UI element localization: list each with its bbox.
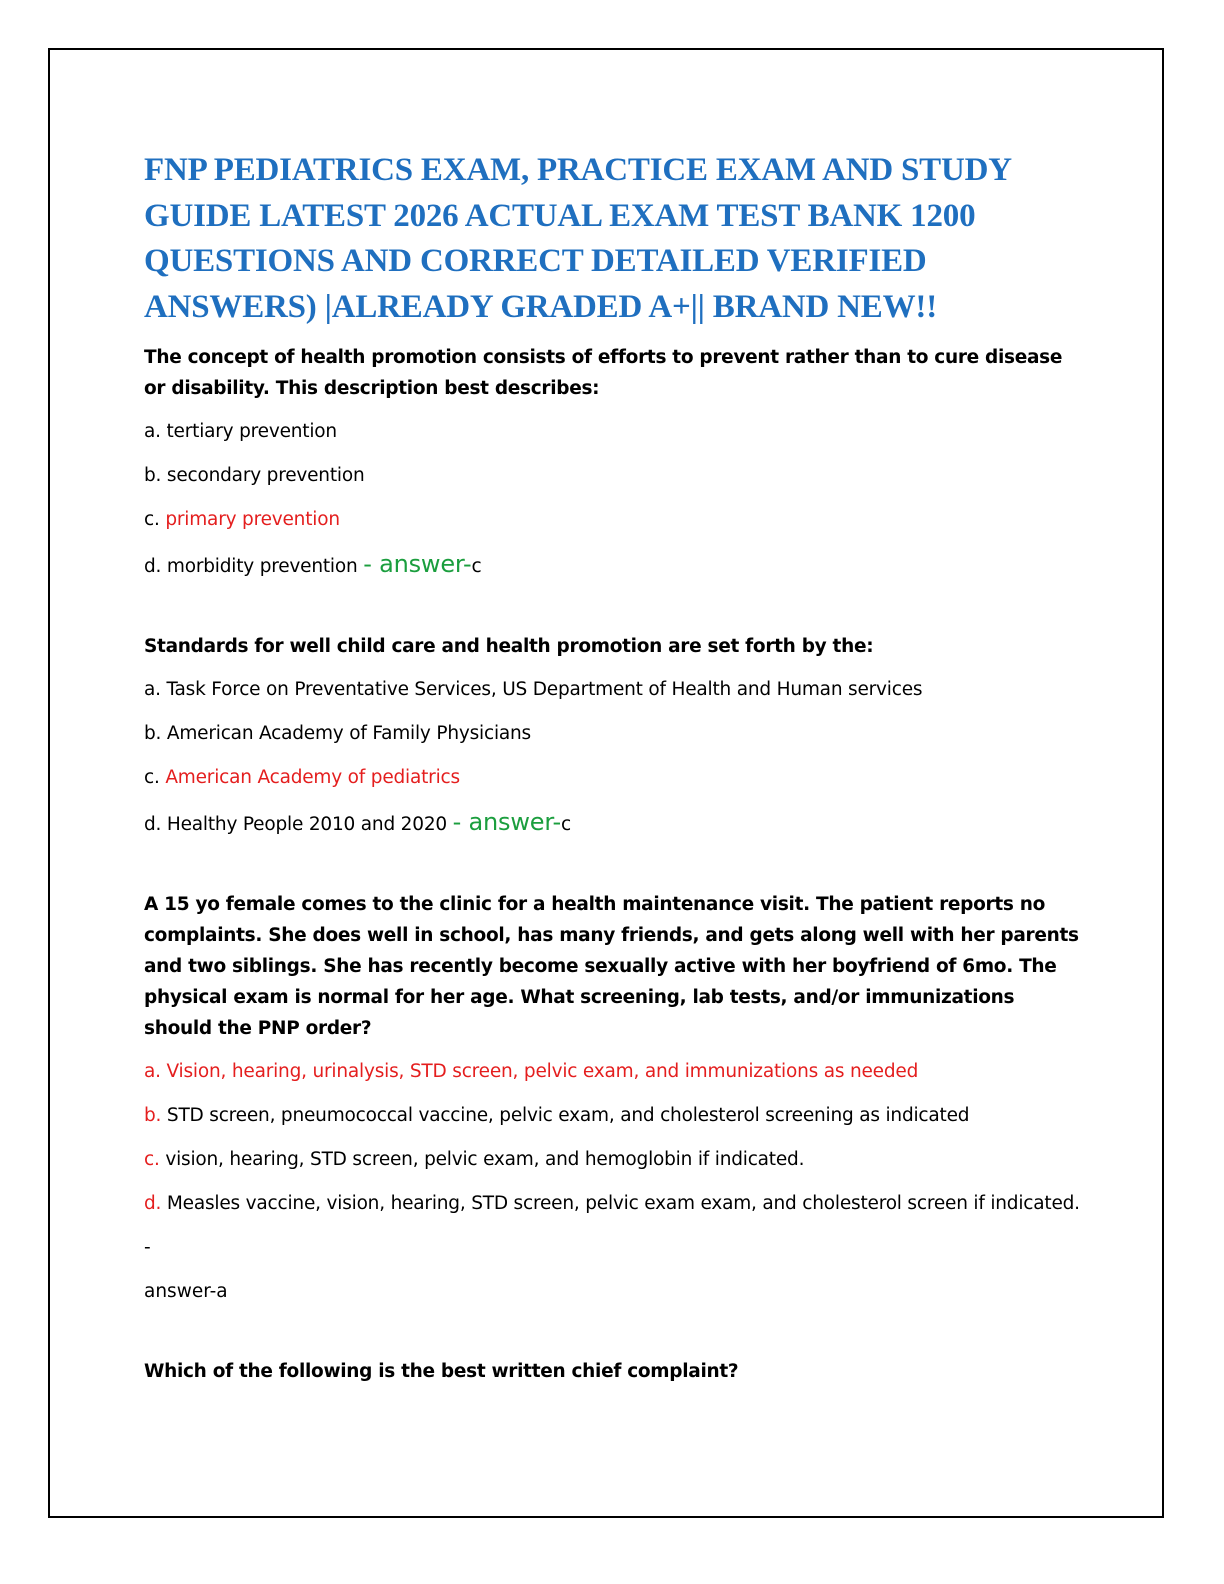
- option-prefix: b.: [144, 1105, 167, 1126]
- option-text: STD screen, pneumococcal vaccine, pelvic exam, and cholesterol screening as indicated: [166, 1105, 970, 1126]
- answer-marker: - answer-: [363, 550, 472, 578]
- question-text: Standards for well child care and health promotion are set forth by the:: [144, 636, 874, 657]
- option-prefix: a.: [144, 679, 167, 700]
- option-b: [144, 454, 1084, 498]
- question-block-2: [144, 631, 1084, 847]
- option-a: [144, 1050, 1084, 1094]
- option-text: secondary prevention: [166, 465, 365, 486]
- option-text-correct: primary prevention: [165, 509, 340, 530]
- question-text: The concept of health promotion consists of efforts to prevent rather than to cure disease or disability. This description best describes:: [144, 347, 1063, 399]
- option-a: [144, 410, 1084, 454]
- option-text-correct: American Academy of pediatrics: [165, 767, 460, 788]
- question-block-4: [144, 1356, 1084, 1387]
- option-text: Healthy People 2010 and 2020: [166, 814, 453, 835]
- option-b: [144, 712, 1084, 756]
- answer-line: answer-a: [144, 1281, 228, 1302]
- option-prefix: c.: [144, 767, 166, 788]
- answer-marker: - answer-: [452, 808, 561, 836]
- document-body: [144, 148, 1084, 1429]
- question-text: Which of the following is the best written chief complaint?: [144, 1361, 739, 1382]
- option-prefix: a.: [144, 1061, 167, 1082]
- option-prefix: c.: [144, 509, 166, 530]
- question-block-3: [144, 889, 1084, 1314]
- option-d: [144, 542, 1084, 589]
- option-prefix: c.: [144, 1149, 166, 1170]
- option-c: [144, 1138, 1084, 1182]
- answer-value: c: [560, 814, 571, 835]
- option-text: American Academy of Family Physicians: [166, 723, 531, 744]
- option-text: Measles vaccine, vision, hearing, STD screen, pelvic exam exam, and cholesterol screen if indicated. -: [144, 1193, 1080, 1258]
- option-a: [144, 668, 1084, 712]
- option-text-correct: Vision, hearing, urinalysis, STD screen, pelvic exam, and immunizations as needed: [166, 1061, 919, 1082]
- option-text: tertiary prevention: [166, 421, 337, 442]
- option-b: [144, 1094, 1084, 1138]
- option-c: [144, 498, 1084, 542]
- option-prefix: d.: [144, 556, 167, 577]
- option-prefix: a.: [144, 421, 167, 442]
- option-prefix: b.: [144, 465, 167, 486]
- option-text: morbidity prevention: [166, 556, 364, 577]
- option-prefix: d.: [144, 814, 167, 835]
- option-c: [144, 756, 1084, 800]
- question-block-1: [144, 342, 1084, 589]
- option-prefix: b.: [144, 723, 167, 744]
- answer-value: c: [471, 556, 482, 577]
- option-prefix: d.: [144, 1193, 167, 1214]
- option-d: [144, 800, 1084, 847]
- option-d: [144, 1182, 1084, 1270]
- document-title: FNP PEDIATRICS EXAM, PRACTICE EXAM AND STUDY GUIDE LATEST 2026 ACTUAL EXAM TEST BANK 1200 QUESTIONS AND CORRECT DETAILED VERIFIED ANSWERS) |ALREADY GRADED A+|| BRAND NEW!!: [144, 152, 1011, 325]
- option-text: vision, hearing, STD screen, pelvic exam, and hemoglobin if indicated.: [165, 1149, 805, 1170]
- question-text: A 15 yo female comes to the clinic for a health maintenance visit. The patient reports no complaints. She does well in school, has many friends, and gets along well with her parents and two siblings. She has recently become sexually active with her boyfriend of 6mo. The physical exam is normal for her age. What screening, lab tests, and/or immunizations should the PNP order?: [144, 894, 1079, 1039]
- option-text: Task Force on Preventative Services, US Department of Health and Human services: [166, 679, 923, 700]
